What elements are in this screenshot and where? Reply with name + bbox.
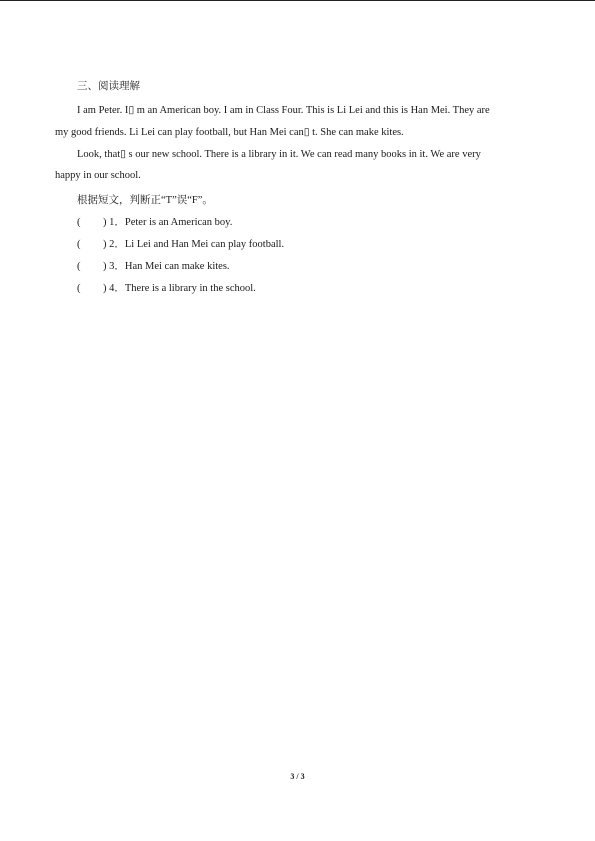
answer-blank[interactable]: ( xyxy=(77,239,81,250)
question-text: Peter is an American boy. xyxy=(124,217,233,228)
question-number: ) 3． xyxy=(103,261,125,272)
answer-blank[interactable]: ( xyxy=(77,261,81,272)
question-2 xyxy=(77,236,284,251)
passage-line-1: I am Peter. I▯ m an American boy. I am in Class Four. This is Li Lei and this is Han Mei. They are xyxy=(77,105,490,116)
passage-line-4: happy in our school. xyxy=(55,170,141,181)
section-title: 三、阅读理解 xyxy=(77,81,140,92)
page-number: 3 / 3 xyxy=(290,772,305,781)
header-rule xyxy=(0,0,595,1)
question-4 xyxy=(77,280,256,295)
question-number: ) 1． xyxy=(103,217,125,228)
question-text: Li Lei and Han Mei can play football. xyxy=(124,239,285,250)
question-text: Han Mei can make kites. xyxy=(124,261,230,272)
question-3 xyxy=(77,258,230,273)
passage-line-2: my good friends. Li Lei can play football, but Han Mei can▯ t. She can make kites. xyxy=(55,127,404,138)
question-text: There is a library in the school. xyxy=(124,283,256,294)
question-number: ) 4． xyxy=(103,283,125,294)
question-number: ) 2． xyxy=(103,239,125,250)
passage-line-3: Look, that▯ s our new school. There is a library in it. We can read many books in it. We are very xyxy=(77,149,481,160)
question-1 xyxy=(77,214,232,229)
answer-blank[interactable]: ( xyxy=(77,283,81,294)
answer-blank[interactable]: ( xyxy=(77,217,81,228)
instruction-text: 根据短文，判断正“T”误“F”。 xyxy=(77,195,213,206)
